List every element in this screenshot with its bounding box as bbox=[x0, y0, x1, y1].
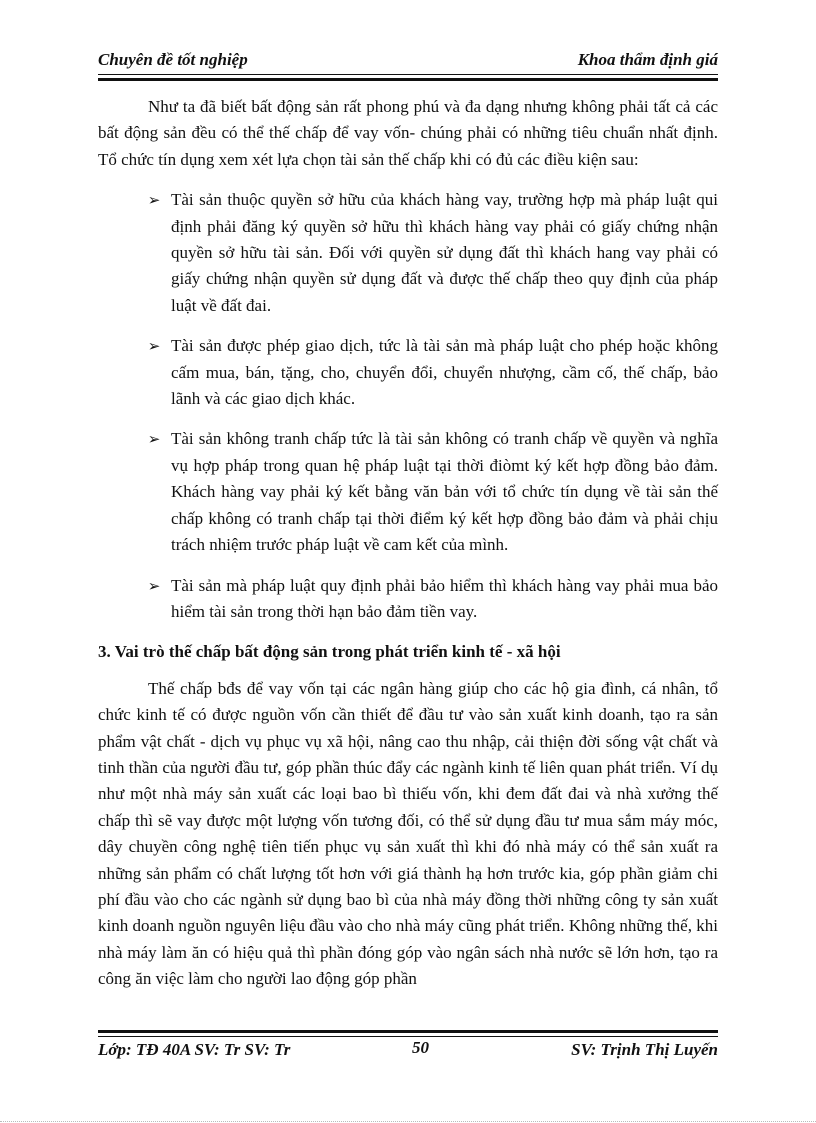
page-header bbox=[98, 46, 718, 72]
arrow-bullet-icon: ➢ bbox=[147, 191, 161, 210]
list-item bbox=[98, 333, 718, 412]
section-heading: 3. Vai trò thế chấp bất động sản trong phát triển kinh tế - xã hội bbox=[98, 642, 561, 662]
page-body bbox=[98, 94, 718, 993]
list-item-text: Tài sản được phép giao dịch, tức là tài sản mà pháp luật cho phép hoặc không cấm mua, bán, tặng, cho, chuyển đổi, chuyển nhượng, cầm cố, thế chấp, bảo lãnh và các giao dịch khác. bbox=[171, 336, 718, 409]
arrow-bullet-icon: ➢ bbox=[147, 430, 161, 449]
section-paragraph: Thế chấp bđs để vay vốn tại các ngân hàng giúp cho các hộ gia đình, cá nhân, tổ chức kinh tế có được nguồn vốn cần thiết để đầu tư vào sản xuất kinh doanh, tạo ra sản phẩm vật chất - dịch vụ phục vụ xã hội, nâng cao thu nhập, cải thiện đời sống vật chất và tinh thần của người đầu tư, góp phần thúc đẩy các ngành kinh tế liên quan phát triển. Ví dụ như một nhà máy sản xuất các loại bao bì thiếu vốn, khi đem đất đai và nhà xưởng thế chấp thì sẽ vay được một lượng vốn tương đối, có thể sử dụng đầu tư mua sắm máy móc, dây chuyền công nghệ tiên tiến phục vụ sản xuất thì khi đó nhà máy có thể sản xuất ra những sản phẩm có chất lượng tốt hơn với giá thành hạ hơn trước kia, góp phần giảm chi phí đầu vào cho các ngành sử dụng bao bì của nhà máy đồng thời những công ty sản xuất kinh doanh nguồn nguyên liệu đầu vào cho nhà máy cũng phát triển. Không những thế, khi nhà máy làm ăn có hiệu quả thì phần đóng góp vào ngân sách nhà nước sẽ lớn hơn, tạo ra công ăn việc làm cho người lao động góp phần bbox=[98, 678, 718, 989]
list-item-text: Tài sản thuộc quyền sở hữu của khách hàng vay, trường hợp mà pháp luật qui định phải đăng ký quyền sở hữu thì khách hàng vay phải có giấy chứng nhận quyền sở hữu tài sản. Đối với quyền sử dụng đất thì khách hang vay phải có giấy chứng nhận quyền sử dụng đất và được thế chấp theo quy định của pháp luật về đất đai. bbox=[171, 190, 718, 315]
footer-class-info: Lớp: TĐ 40A SV: Tr SV: Tr bbox=[98, 1040, 291, 1059]
header-department: Khoa thẩm định giá bbox=[577, 50, 718, 69]
list-item-text: Tài sản mà pháp luật quy định phải bảo hiểm thì khách hàng vay phải mua bảo hiểm tài sản trong thời hạn bảo đảm tiền vay. bbox=[171, 575, 718, 621]
footer-student-name: SV: Trịnh Thị Luyến bbox=[571, 1040, 718, 1059]
page-edge-divider bbox=[0, 1121, 816, 1122]
list-item-text: Tài sản không tranh chấp tức là tài sản không có tranh chấp về quyền và nghĩa vụ hợp pháp trong quan hệ pháp luật tại thời điòmt ký kết hợp đồng bảo đảm. Khách hàng vay phải ký kết bằng văn bản với tổ chức tín dụng về tài sản thế chấp không có tranh chấp tại thời điểm ký kết hợp đồng bảo đảm và phải chịu trách nhiệm trước pháp luật về cam kết của mình. bbox=[171, 429, 718, 555]
criteria-list bbox=[98, 187, 718, 625]
list-item bbox=[98, 426, 718, 558]
list-item bbox=[98, 187, 718, 319]
page-footer bbox=[98, 1040, 718, 1064]
header-document-type: Chuyên đề tốt nghiệp bbox=[98, 50, 248, 69]
intro-paragraph: Như ta đã biết bất động sản rất phong phú và đa dạng nhưng không phải tất cả các bất động sản đều có thể thế chấp để vay vốn- chúng phải có những tiêu chuẩn nhất định. Tổ chức tín dụng xem xét lựa chọn tài sản thế chấp khi có đủ các điều kiện sau: bbox=[98, 97, 718, 169]
header-rule-thin bbox=[98, 74, 718, 75]
arrow-bullet-icon: ➢ bbox=[147, 576, 161, 595]
page-number: 50 bbox=[412, 1038, 429, 1057]
arrow-bullet-icon: ➢ bbox=[147, 337, 161, 356]
header-rule-thick bbox=[98, 78, 718, 81]
footer-rule-thin bbox=[98, 1036, 718, 1037]
list-item bbox=[98, 573, 718, 626]
footer-rule-thick bbox=[98, 1030, 718, 1033]
